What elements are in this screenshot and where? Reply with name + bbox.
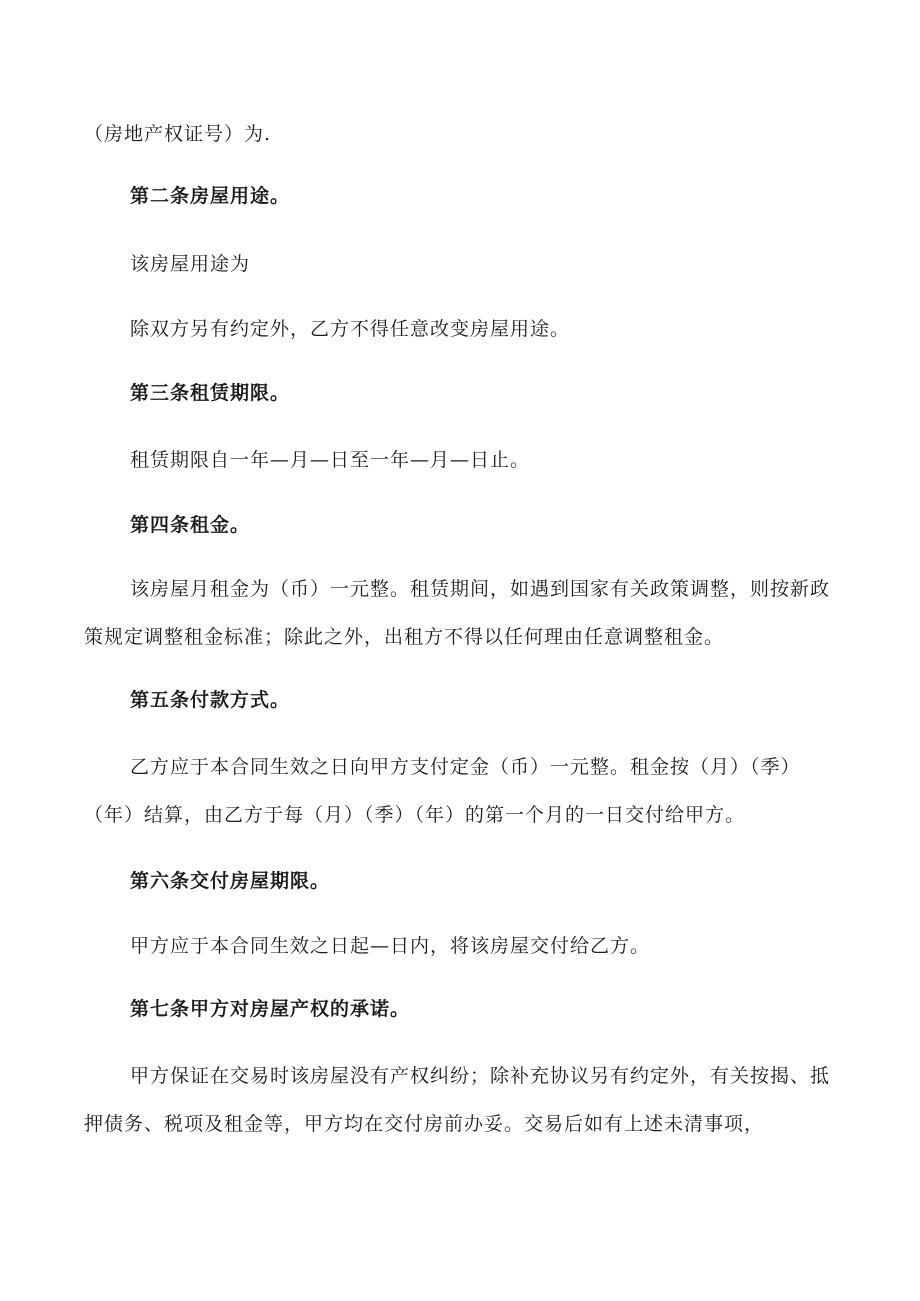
- article-4-rent-line-1: 该房屋月租金为（币）一元整。租赁期间，如遇到国家有关政策调整，则按新政: [130, 578, 831, 600]
- article-5-heading: 第五条付款方式。: [130, 689, 291, 711]
- article-6-delivery-line: 甲方应于本合同生效之日起—日内，将该房屋交付给乙方。: [130, 935, 651, 957]
- article-4-rent-line-2: 策规定调整租金标准；除此之外，出租方不得以任何理由任意调整租金。: [84, 626, 725, 648]
- article-6-heading: 第六条交付房屋期限。: [130, 870, 331, 892]
- article-7-heading: 第七条甲方对房屋产权的承诺。: [130, 998, 411, 1020]
- article-3-term-line: 租赁期限自一年—月—日至一年—月—日止。: [130, 449, 531, 471]
- article-2-heading: 第二条房屋用途。: [130, 185, 291, 207]
- article-4-heading: 第四条租金。: [130, 514, 251, 536]
- article-7-warranty-line-2: 押债务、税项及租金等，甲方均在交付房前办妥。交易后如有上述未清事项，: [84, 1113, 765, 1135]
- article-5-payment-line-1: 乙方应于本合同生效之日向甲方支付定金（币）一元整。租金按（月）（季）: [130, 756, 801, 778]
- property-certificate-line: （房地产权证号）为.: [84, 123, 272, 145]
- article-7-warranty-line-1: 甲方保证在交易时该房屋没有产权纠纷；除补充协议另有约定外，有关按揭、抵: [130, 1065, 831, 1087]
- article-2-restriction-line: 除双方另有约定外，乙方不得任意改变房屋用途。: [130, 318, 571, 340]
- article-2-usage-line: 该房屋用途为: [130, 253, 251, 275]
- article-5-payment-line-2: （年）结算，由乙方于每（月）（季）（年）的第一个月的一日交付给甲方。: [84, 804, 746, 826]
- article-3-heading: 第三条租赁期限。: [130, 382, 291, 404]
